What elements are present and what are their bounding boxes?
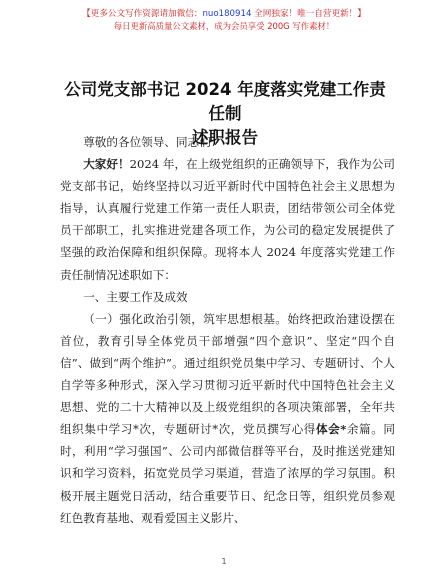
promo-line-membership: 每日更新高质量公文素材，成为会员享受 200G 写作素材！ bbox=[113, 21, 335, 31]
promo-prefix: 【更多公文写作资源请加微信： bbox=[82, 9, 203, 19]
item-bold-fragment: 体会* bbox=[315, 422, 347, 437]
promo-line-wechat bbox=[0, 8, 448, 20]
promo-banner bbox=[0, 8, 448, 32]
salutation: 尊敬的各位领导、同志们： bbox=[83, 135, 223, 149]
page-number: 1 bbox=[221, 557, 227, 566]
document-body bbox=[60, 131, 395, 529]
title-line-1: 公司党支部书记 2024 年度落实党建工作责任制 bbox=[64, 80, 386, 123]
greeting: 大家好！ bbox=[83, 157, 130, 172]
section-heading: 一、主要工作及成效 bbox=[83, 289, 188, 304]
title-line-2: 述职报告 bbox=[192, 128, 258, 147]
intro-paragraph bbox=[60, 153, 395, 286]
item-text-part2: 余篇。同时，利用“学习强国”、公司内部微信群等平台，及时推送党建知识和学习资料，拓宽党员学习渠道，营造了浓厚的学习氛围。积极开展主题党日活动，结合重要节日、纪念日等，组织党员参观红色教育基地、观看爱国主义影片、 bbox=[60, 422, 395, 525]
item-text-part1: 始终把政治建设摆在首位，教育引导全体党员干部增强“四个意识”、坚定“四个自信”、做到“两个维护”。通过组织党员集中学习、专题研讨、个人自学等多种形式，深入学习贯彻习近平新时代中国特色社会主义思想、党的二十大精神以及上级党组织的各项决策部署，全年共组织集中学习*次，专题研讨*次，党员撰写心得 bbox=[60, 311, 395, 437]
intro-text: 2024 年，在上级党组织的正确领导下，我作为公司党支部书记，始终坚持以习近平新时代中国特色社会主义思想为指导，认真履行党建工作第一责任人职责，团结带领公司全体党员干部职工，扎实推进党建各项工作，为公司的稳定发展提供了坚强的政治保障和组织保障。现将本人 2024 年度落实党建工作责任制情况述职如下： bbox=[60, 157, 395, 282]
item-heading: （一）强化政治引领，筑牢思想根基。 bbox=[83, 311, 288, 326]
wechat-id: nuo180914 bbox=[202, 9, 252, 19]
item-paragraph bbox=[60, 308, 395, 529]
promo-suffix: 全网独家！唯一自营更新！】 bbox=[251, 9, 366, 19]
